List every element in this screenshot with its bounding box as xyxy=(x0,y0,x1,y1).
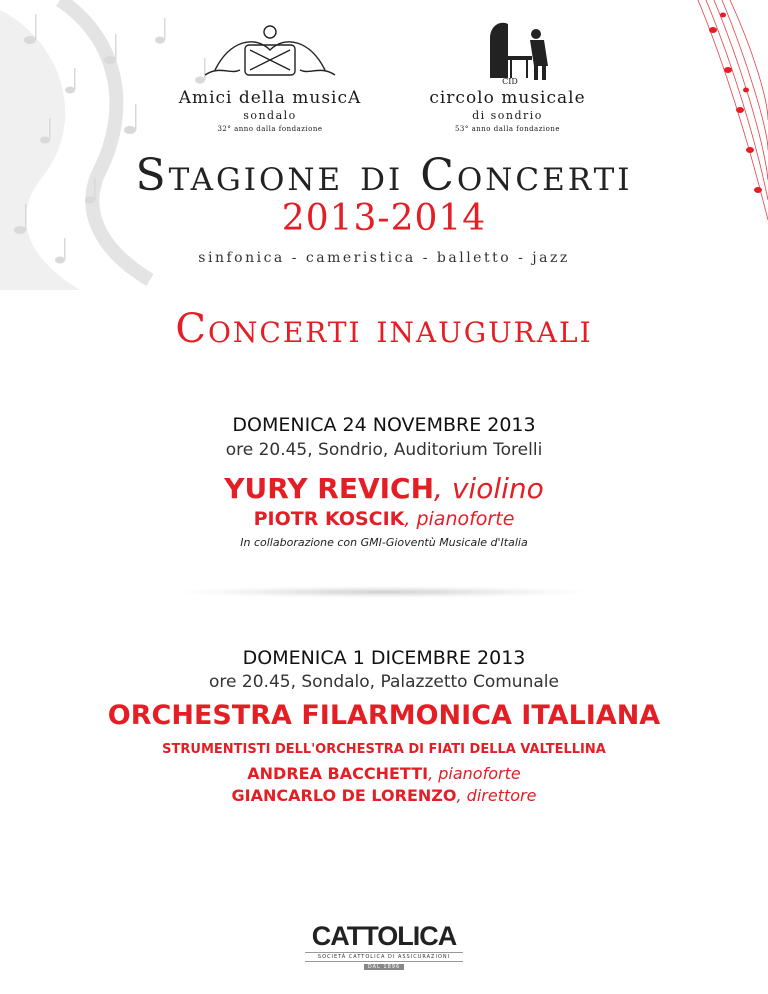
section-divider xyxy=(175,586,593,598)
cattolica-logo xyxy=(305,922,463,972)
concert1-performer1 xyxy=(0,472,768,505)
left-org-city: sondalo xyxy=(243,109,297,122)
concert1-venue: ore 20.45, Sondrio, Auditorium Torelli xyxy=(225,440,543,460)
sponsor-since: DAL 1896 xyxy=(364,964,404,970)
sponsor-subtitle: SOCIETÀ CATTOLICA DI ASSICURAZIONI xyxy=(305,952,463,962)
right-org-city: di sondrio xyxy=(472,109,543,122)
concert1-performer2-name: PIOTR KOSCIK xyxy=(253,508,405,530)
section-title: Concerti inaugurali xyxy=(175,306,593,352)
concert2-performer1 xyxy=(0,764,768,783)
concert2-performer1-name: ANDREA BACCHETTI xyxy=(247,764,429,783)
concert2-performer2-role: , direttore xyxy=(456,786,537,805)
sponsor-name: CATTOLICA xyxy=(311,921,457,951)
concert2-ensemble2: STRUMENTISTI DELL'ORCHESTRA DI FIATI DELLA VALTELLINA xyxy=(162,742,606,757)
concert1-performer2 xyxy=(0,508,768,530)
left-org-name: Amici della musicA xyxy=(178,88,362,108)
concert1-performer1-name: YURY REVICH xyxy=(224,472,435,505)
season-genres: sinfonica - cameristica - balletto - jazz xyxy=(198,250,570,266)
concert2-ensemble: ORCHESTRA FILARMONICA ITALIANA xyxy=(107,700,661,731)
concert2-performer2 xyxy=(0,786,768,805)
left-org-anniversary: 32° anno dalla fondazione xyxy=(217,125,323,133)
right-org-tag: CID xyxy=(502,77,518,86)
concert1-date: DOMENICA 24 NOVEMBRE 2013 xyxy=(232,414,536,436)
concert1-note: In collaborazione con GMI-Gioventù Musicale d'Italia xyxy=(240,536,528,549)
concert2-venue: ore 20.45, Sondalo, Palazzetto Comunale xyxy=(209,672,559,692)
concert2-performer1-role: , pianoforte xyxy=(428,764,521,783)
right-org-name: circolo musicale xyxy=(429,88,586,108)
amici-crest-logo-icon xyxy=(195,20,345,90)
season-title: Stagione di Concerti xyxy=(135,150,633,201)
right-org-anniversary: 53° anno dalla fondazione xyxy=(454,125,561,133)
concert2-performer2-name: GIANCARLO DE LORENZO xyxy=(231,786,457,805)
concert2-date: DOMENICA 1 DICEMBRE 2013 xyxy=(242,647,526,669)
concert1-performer2-role: , pianoforte xyxy=(404,508,515,530)
season-years: 2013-2014 xyxy=(281,198,487,239)
concert1-performer1-role: , violino xyxy=(434,472,544,505)
